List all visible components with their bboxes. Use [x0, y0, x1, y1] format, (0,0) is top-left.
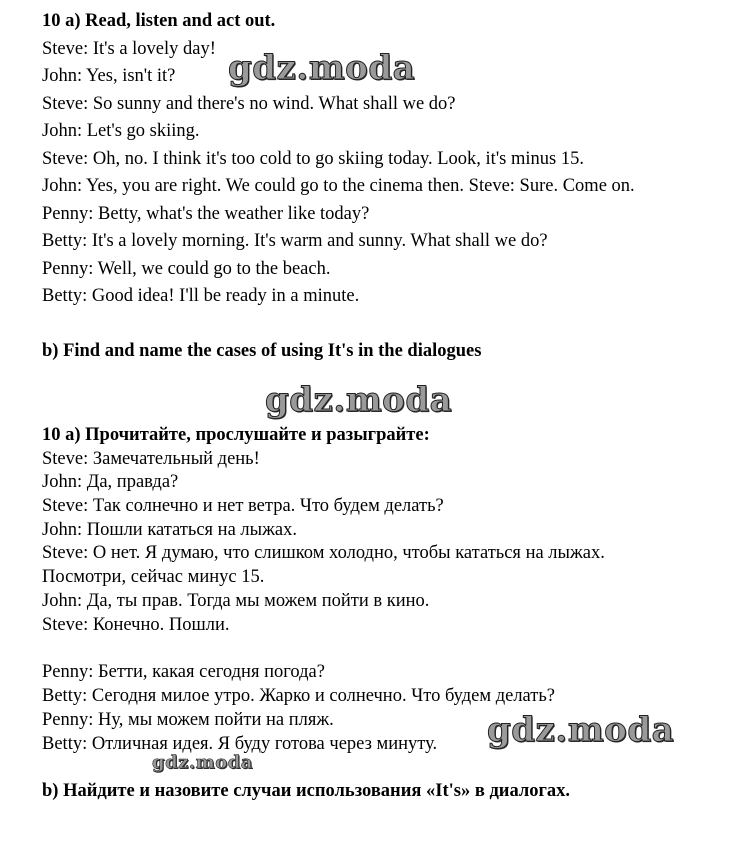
dialogue-line-ru: Penny: Ну, мы можем пойти на пляж. [42, 710, 334, 730]
exercise-10b-heading-ru: b) Найдите и назовите случаи использования «It's» в диалогах. [42, 781, 571, 801]
watermark: gdz.moda [228, 48, 416, 88]
dialogue-line-ru: Betty: Сегодня милое утро. Жарко и солнечно. Что будем делать? [42, 686, 556, 706]
dialogue-line: John: Let's go skiing. [42, 121, 200, 141]
watermark: gdz.moda [152, 752, 253, 773]
exercise-10a-heading-en: 10 a) Read, listen and act out. [42, 11, 276, 31]
dialogue-line: Steve: It's a lovely day! [42, 39, 216, 59]
dialogue-line: Penny: Well, we could go to the beach. [42, 259, 331, 279]
dialogue-line: Betty: Good idea! I'll be ready in a minute. [42, 286, 360, 306]
dialogue-line: Steve: So sunny and there's no wind. What shall we do? [42, 94, 456, 114]
dialogue-line-ru: Steve: Так солнечно и нет ветра. Что будем делать? [42, 496, 444, 516]
dialogue-line-ru: Penny: Бетти, какая сегодня погода? [42, 662, 325, 682]
watermark: gdz.moda [265, 380, 453, 420]
dialogue-line: Penny: Betty, what's the weather like today? [42, 204, 370, 224]
dialogue-line-ru: John: Пошли кататься на лыжах. [42, 520, 297, 540]
dialogue-line-ru: John: Да, правда? [42, 472, 179, 492]
dialogue-line-ru: Steve: О нет. Я думаю, что слишком холодно, чтобы кататься на лыжах. [42, 543, 605, 563]
watermark: gdz.moda [487, 710, 675, 750]
dialogue-line: Betty: It's a lovely morning. It's warm and sunny. What shall we do? [42, 231, 548, 251]
dialogue-line-ru: Betty: Отличная идея. Я буду готова через минуту. [42, 734, 438, 754]
dialogue-line: Steve: Oh, no. I think it's too cold to go skiing today. Look, it's minus 15. [42, 149, 584, 169]
dialogue-line-ru: Посмотри, сейчас минус 15. [42, 567, 265, 587]
exercise-10a-heading-ru: 10 а) Прочитайте, прослушайте и разыграйте: [42, 425, 430, 445]
dialogue-line-ru: Steve: Конечно. Пошли. [42, 615, 230, 635]
exercise-10b-heading-en: b) Find and name the cases of using It's in the dialogues [42, 341, 482, 361]
dialogue-line-ru: Steve: Замечательный день! [42, 449, 260, 469]
dialogue-line: John: Yes, you are right. We could go to the cinema then. Steve: Sure. Come on. [42, 176, 635, 196]
dialogue-line-ru: John: Да, ты прав. Тогда мы можем пойти в кино. [42, 591, 430, 611]
dialogue-line: John: Yes, isn't it? [42, 66, 176, 86]
